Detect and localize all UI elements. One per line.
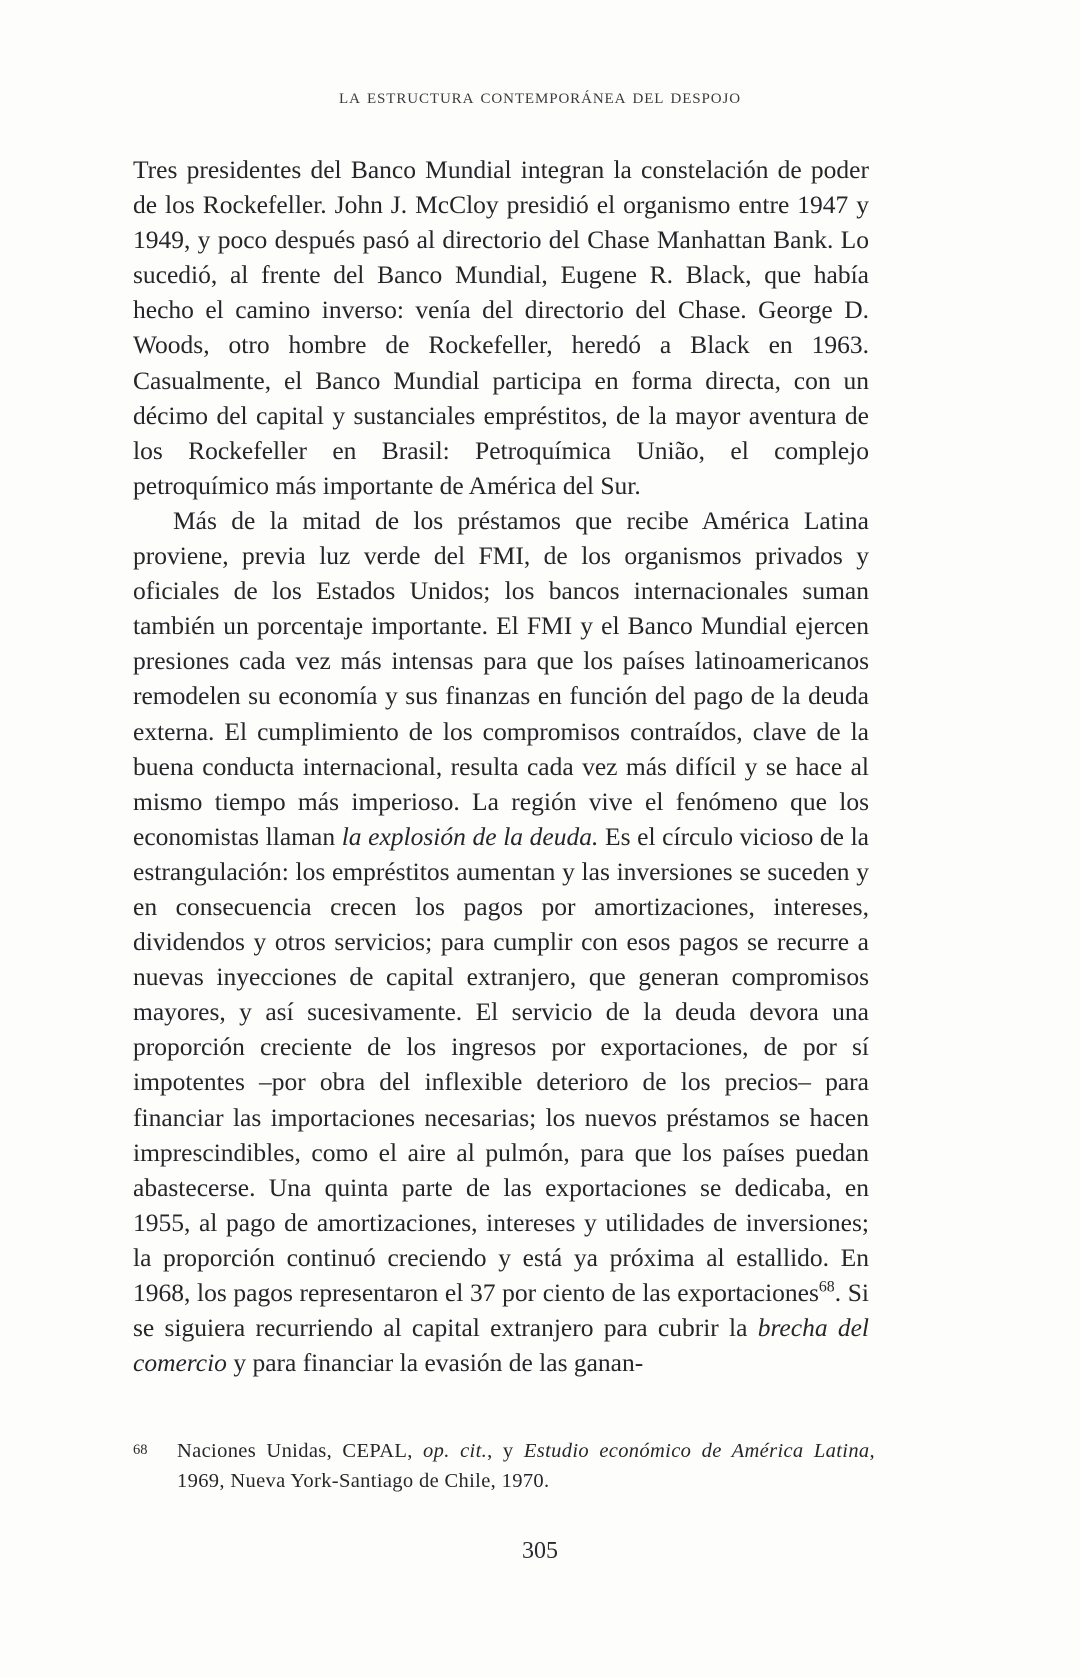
body-text-block <box>133 152 869 1380</box>
footnote-text-part-1: Naciones Unidas, CEPAL, <box>177 1440 424 1462</box>
paragraph-2 <box>133 503 869 1380</box>
footnote-block <box>133 1437 875 1496</box>
paragraph-1-text: Tres presidentes del Banco Mundial integran la constelación de poder de los Rockefeller. John J. McCloy presidió el organismo entre 1947 y 1949, y poco después pasó al directorio del Chase Manhattan Bank. Lo sucedió, al frente del Banco Mundial, Eugene R. Black, que había hecho el camino inverso: venía del directorio del Chase. George D. Woods, otro hombre de Rockefeller, heredó a Black en 1963. Casualmente, el Banco Mundial participa en forma directa, con un décimo del capital y sustanciales empréstitos, de la mayor aventura de los Rockefeller en Brasil: Petroquímica União, el complejo petroquímico más importante de América del Sur. <box>133 155 869 500</box>
footnote-italic-op-cit: op. cit. <box>423 1440 488 1462</box>
paragraph-1 <box>133 152 869 503</box>
page-number: 305 <box>522 1538 558 1564</box>
paragraph-2-text-part-2: Es el círculo vicioso de la estrangulación: los empréstitos aumentan y las inversiones se suceden y en consecuencia crecen los pagos por amortizaciones, intereses, dividendos y otros servicios; para cumplir con esos pagos se recurre a nuevas inyecciones de capital extranjero, que generan compromisos mayores, y así sucesivamente. El servicio de la deuda devora una proporción creciente de los ingresos por exportaciones, de por sí impotentes –por obra del inflexible deterioro de los precios– para financiar las importaciones necesarias; los nuevos préstamos se hacen imprescindibles, como el aire al pulmón, para que los países puedan abastecerse. Una quinta parte de las exportaciones se dedicaba, en 1955, al pago de amortizaciones, intereses y utilidades de inversiones; la proporción continuó creciendo y está ya próxima al estallido. En 1968, los pagos representaron el 37 por ciento de las exportaciones <box>133 821 869 1307</box>
paragraph-2-text-part-3: . Si se siguiera recurriendo al capital extranjero para cubrir la <box>133 1278 869 1343</box>
footnote-text-part-3: 1969, Nueva York-Santiago de Chile, 1970. <box>177 1469 550 1492</box>
paragraph-2-text-part-1: Más de la mitad de los préstamos que recibe América Latina proviene, previa luz verde del FMI, de los organismos privados y oficiales de los Estados Unidos; los bancos internacionales suman también un porcentaje importante. El FMI y el Banco Mundial ejercen presiones cada vez más intensas para que los países latinoamericanos remodelen su economía y sus finanzas en función del pago de la deuda externa. El cumplimiento de los compromisos contraídos, clave de la buena conducta internacional, resulta cada vez más difícil y se hace al mismo tiempo más imperioso. La región vive el fenómeno que los economistas llaman <box>133 505 869 851</box>
paragraph-2-italic-brecha-comercio: brecha del comercio <box>133 1313 869 1378</box>
footnote-text <box>177 1437 875 1496</box>
footnote-text-part-2: , y <box>487 1440 524 1462</box>
footnote-italic-estudio-economico: Estudio económico de América Latina, <box>523 1440 875 1462</box>
running-head: la estructura contemporánea del despojo <box>339 84 741 108</box>
paragraph-2-text-part-4: y para financiar la evasión de las ganan- <box>226 1348 644 1378</box>
footnote-marker-68: 68 <box>133 1442 148 1458</box>
paragraph-2-italic-explosion-deuda: la explosión de la deuda. <box>341 821 599 851</box>
footnote-reference-68[interactable]: 68 <box>818 1278 835 1296</box>
